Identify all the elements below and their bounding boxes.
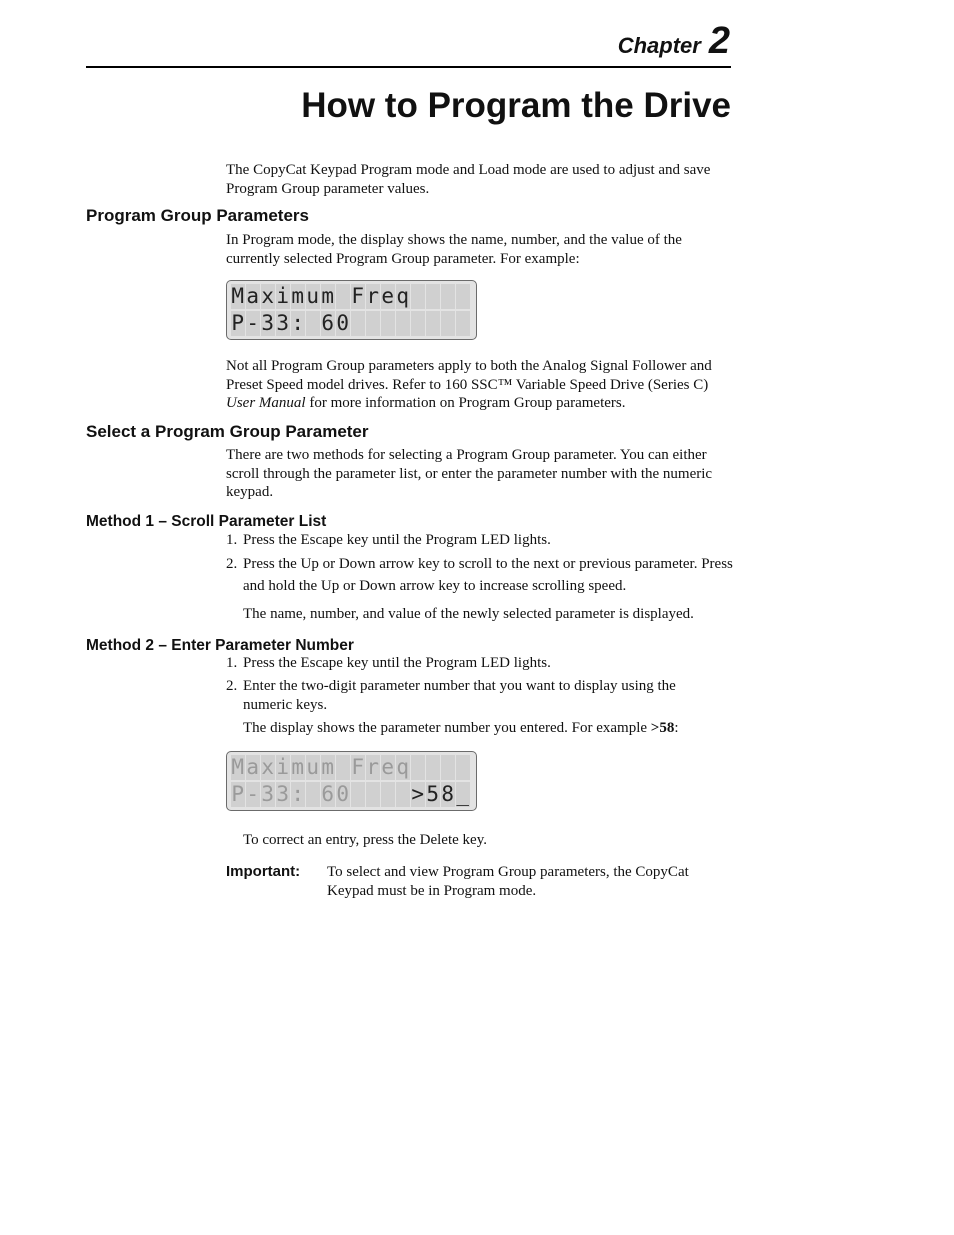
example-entry: >58	[650, 720, 675, 736]
step-number: 1.	[226, 532, 238, 548]
method1-note: The name, number, and value of the newly selected parameter is displayed.	[243, 606, 694, 622]
lcd-char-cell	[366, 782, 380, 807]
user-manual-title: User Manual	[226, 395, 306, 411]
lcd-char-cell: :	[291, 311, 305, 335]
program-group-note	[226, 357, 736, 413]
note-prefix: The display shows the parameter number you entered. For example	[243, 720, 651, 736]
method1-step-1	[226, 530, 726, 552]
step-number: 2.	[226, 678, 238, 694]
lcd-char-cell: 0	[336, 782, 350, 806]
chapter-rule	[86, 66, 731, 68]
lcd-char-cell: 3	[261, 782, 275, 806]
lcd-display-example	[226, 280, 477, 340]
lcd-char-cell: -	[246, 311, 260, 335]
lcd-char-cell: 8	[441, 782, 455, 806]
lcd-char-cell	[366, 311, 380, 336]
program-group-heading: Program Group Parameters	[86, 206, 309, 225]
method2-note	[243, 719, 733, 738]
method2-step-1	[226, 653, 726, 675]
lcd-row-1	[231, 755, 472, 780]
method1-step-2	[226, 554, 735, 597]
lcd-char-cell	[336, 755, 350, 780]
lcd-char-cell: P	[231, 782, 245, 806]
lcd-char-cell: e	[381, 755, 395, 779]
lcd-char-cell: q	[396, 284, 410, 308]
lcd-char-cell	[381, 311, 395, 336]
lcd-char-cell: 5	[426, 782, 440, 806]
lcd-char-cell	[351, 782, 365, 807]
important-label: Important:	[226, 863, 301, 880]
lcd-char-cell: e	[381, 284, 395, 308]
lcd-char-cell: m	[321, 755, 335, 779]
lcd-char-cell	[426, 755, 440, 780]
lcd-char-cell: F	[351, 284, 365, 308]
program-group-paragraph: In Program mode, the display shows the name, number, and the value of the currently selected Program Group parameter. For example:	[226, 232, 682, 267]
lcd-char-cell	[351, 311, 365, 336]
page-title: How to Program the Drive	[301, 86, 731, 125]
lcd-char-cell: 0	[336, 311, 350, 335]
lcd-char-cell: q	[396, 755, 410, 779]
lcd-char-cell: x	[261, 755, 275, 779]
note-text-2: for more information on Program Group parameters.	[305, 395, 626, 411]
step-number: 2.	[226, 556, 238, 572]
lcd-char-cell: m	[321, 284, 335, 308]
note-text-1: Not all Program Group parameters apply to both the Analog Signal Follower and Preset Speed model drives. Refer to 160 SSC™ Variable Speed Drive (Series C)	[226, 358, 712, 393]
lcd-char-cell	[441, 311, 455, 336]
lcd-char-cell: :	[291, 782, 305, 806]
chapter-number: 2	[708, 20, 730, 62]
lcd-char-cell: 3	[276, 782, 290, 806]
lcd-char-cell	[396, 782, 410, 807]
important-text: To select and view Program Group parameters, the CopyCat Keypad must be in Program mode.	[327, 864, 689, 899]
select-parameter-heading: Select a Program Group Parameter	[86, 422, 369, 441]
note-suffix: :	[674, 720, 679, 736]
step-text: Enter the two-digit parameter number that you want to display using the numeric keys.	[243, 678, 676, 713]
lcd-char-cell: F	[351, 755, 365, 779]
lcd-char-cell	[426, 311, 440, 336]
lcd-char-cell: u	[306, 755, 320, 779]
chapter-word: Chapter	[617, 33, 701, 58]
lcd-char-cell	[441, 755, 455, 780]
lcd-char-cell: i	[276, 284, 290, 308]
intro-paragraph: The CopyCat Keypad Program mode and Load mode are used to adjust and save Program Group parameter values.	[226, 162, 711, 197]
step-text: Press the Escape key until the Program LED lights.	[243, 655, 551, 671]
lcd-char-cell	[456, 284, 470, 309]
step-text: Press the Up or Down arrow key to scroll to the next or previous parameter. Press and hold the Up or Down arrow key to increase scrolling speed.	[243, 556, 733, 594]
lcd-row-2	[231, 782, 472, 807]
lcd-char-cell	[441, 284, 455, 309]
lcd-char-cell	[456, 755, 470, 780]
lcd-char-cell: r	[366, 755, 380, 779]
lcd-char-cell: >	[411, 782, 425, 806]
lcd-char-cell: 6	[321, 311, 335, 335]
lcd-char-cell: 3	[276, 311, 290, 335]
lcd-char-cell: 3	[261, 311, 275, 335]
method2-step-2	[226, 677, 723, 714]
lcd-char-cell: P	[231, 311, 245, 335]
lcd-char-cell	[426, 284, 440, 309]
lcd-char-cell: -	[246, 782, 260, 806]
lcd-char-cell: r	[366, 284, 380, 308]
lcd-row-2	[231, 311, 472, 336]
lcd-char-cell: a	[246, 284, 260, 308]
lcd-char-cell: 6	[321, 782, 335, 806]
lcd-char-cell	[336, 284, 350, 309]
lcd-char-cell: m	[291, 284, 305, 308]
lcd-char-cell	[456, 311, 470, 336]
lcd-char-cell	[411, 311, 425, 336]
lcd-row-1	[231, 284, 472, 309]
lcd-char-cell	[381, 782, 395, 807]
lcd-char-cell	[396, 311, 410, 336]
lcd-char-cell: _	[456, 782, 470, 806]
lcd-char-cell: a	[246, 755, 260, 779]
lcd-char-cell	[306, 311, 320, 336]
chapter-label	[618, 20, 730, 63]
lcd-char-cell: i	[276, 755, 290, 779]
lcd-display-entry-example	[226, 751, 477, 811]
method2-heading: Method 2 – Enter Parameter Number	[86, 637, 354, 654]
lcd-char-cell: u	[306, 284, 320, 308]
lcd-char-cell	[411, 284, 425, 309]
method1-heading: Method 1 – Scroll Parameter List	[86, 513, 327, 530]
lcd-char-cell: M	[231, 755, 245, 779]
lcd-char-cell: x	[261, 284, 275, 308]
lcd-char-cell: M	[231, 284, 245, 308]
lcd-char-cell: m	[291, 755, 305, 779]
delete-key-note: To correct an entry, press the Delete key.	[243, 832, 487, 848]
select-parameter-paragraph: There are two methods for selecting a Program Group parameter. You can either scroll through the parameter list, or enter the parameter number with the numeric keypad.	[226, 447, 713, 500]
lcd-char-cell	[306, 782, 320, 807]
lcd-char-cell	[411, 755, 425, 780]
step-text: Press the Escape key until the Program LED lights.	[243, 532, 551, 548]
step-number: 1.	[226, 655, 238, 671]
